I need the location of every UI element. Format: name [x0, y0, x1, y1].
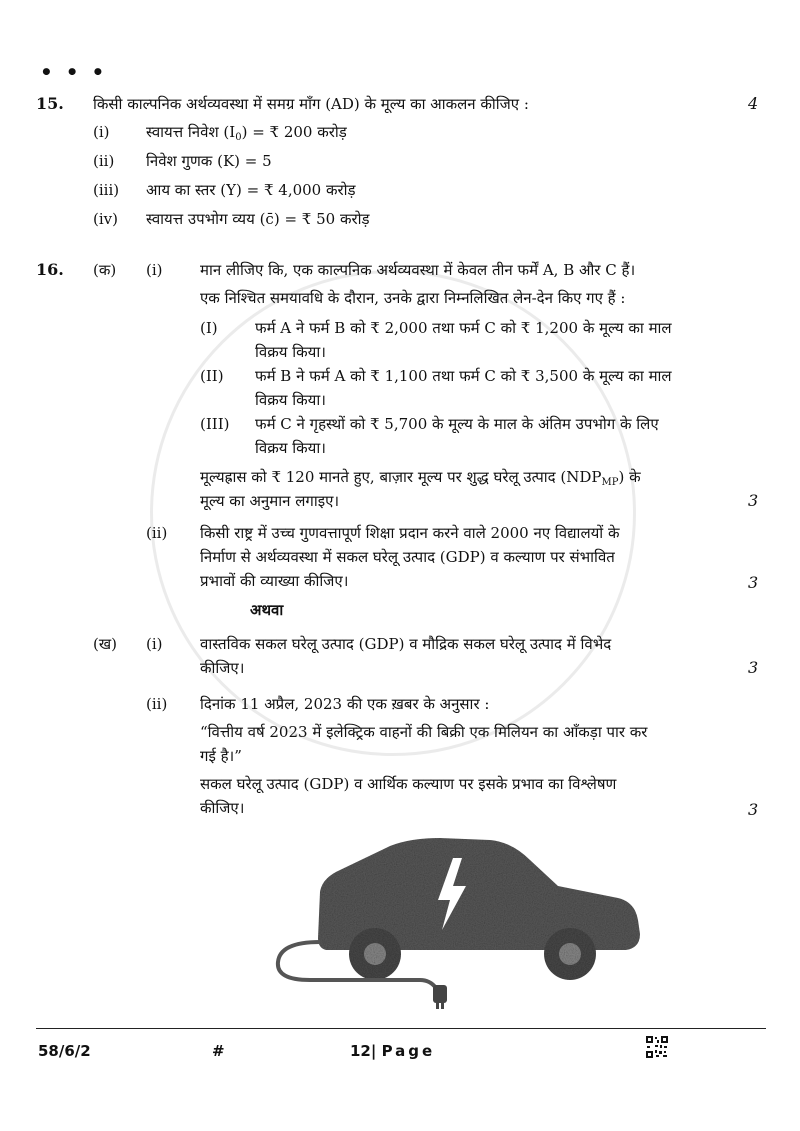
- q15-item-1-label: (i): [93, 123, 110, 141]
- q15-item-3-text: आय का स्तर (Y) = ₹ 4,000 करोड़: [146, 181, 356, 199]
- question-16-number: 16.: [36, 260, 64, 279]
- part-b-i-line-1: वास्तविक सकल घरेलू उत्पाद (GDP) व मौद्रिक सकल घरेलू उत्पाद में विभेद: [200, 635, 612, 653]
- transaction-2-line-2: विक्रय किया।: [255, 391, 326, 409]
- q15-item-1-text: स्वायत्त निवेश $(I_0)$ = ₹ 200 करोड़: [146, 123, 347, 143]
- part-a-ii-label: (ii): [146, 524, 168, 542]
- part-b-i-marks: 3: [748, 658, 759, 677]
- transaction-2-line-1: फर्म B ने फर्म A को ₹ 1,100 तथा फर्म C को ₹ 3,500 के मूल्य का माल: [255, 367, 672, 385]
- transaction-2-label: (II): [200, 367, 224, 385]
- q15-item-4-label: (iv): [93, 210, 118, 228]
- part-b-ii-question-line-1: सकल घरेलू उत्पाद (GDP) व आर्थिक कल्याण पर इसके प्रभाव का विश्लेषण: [200, 775, 617, 793]
- part-a-i-intro-line-2: एक निश्चित समयावधि के दौरान, उनके द्वारा निम्नलिखित लेन-देन किए गए हैं :: [200, 289, 626, 307]
- part-a-i-question-line-2: मूल्य का अनुमान लगाइए।: [200, 492, 340, 510]
- q15-item-3-label: (iii): [93, 181, 120, 199]
- part-b-ii-question-line-2: कीजिए।: [200, 799, 245, 817]
- transaction-3-line-1: फर्म C ने गृहस्थों को ₹ 5,700 के मूल्य के माल के अंतिम उपभोग के लिए: [255, 415, 659, 433]
- part-b-ii-quote-line-2: गई है।”: [200, 747, 242, 765]
- paper-code: 58/6/2: [38, 1042, 91, 1060]
- page-number-value: 12|: [350, 1042, 377, 1060]
- question-15-number: 15.: [36, 94, 64, 113]
- part-b-ii-quote-line-1: “वित्तीय वर्ष 2023 में इलेक्ट्रिक वाहनों की बिक्री एक मिलियन का आँकड़ा पार कर: [200, 723, 648, 741]
- continuation-dots: • • •: [40, 60, 108, 84]
- part-a-ii-line-1: किसी राष्ट्र में उच्च गुणवत्तापूर्ण शिक्षा प्रदान करने वाले 2000 नए विद्यालयों के: [200, 524, 620, 542]
- part-a-i-intro-line-1: मान लीजिए कि, एक काल्पनिक अर्थव्यवस्था में केवल तीन फर्में A, B और C हैं।: [200, 261, 636, 279]
- q15-item-2-label: (ii): [93, 152, 115, 170]
- transaction-1-line-2: विक्रय किया।: [255, 343, 326, 361]
- page-number: [350, 1042, 435, 1060]
- part-a-ii-line-3: प्रभावों की व्याख्या कीजिए।: [200, 572, 349, 590]
- part-b-ii-line-1: दिनांक 11 अप्रैल, 2023 की एक ख़बर के अनुसार :: [200, 695, 490, 713]
- footer-divider: [36, 1028, 766, 1029]
- watermark-circle: [150, 270, 636, 756]
- question-15-text: किसी काल्पनिक अर्थव्यवस्था में समग्र माँग (AD) के मूल्य का आकलन कीजिए :: [93, 95, 529, 113]
- part-b-ii-label: (ii): [146, 695, 168, 713]
- part-b-ii-marks: 3: [748, 800, 759, 819]
- question-15-marks: 4: [748, 94, 759, 113]
- footer-hash: #: [212, 1042, 225, 1060]
- part-a-i-label: (i): [146, 261, 163, 279]
- electric-car-illustration: [240, 830, 650, 1010]
- part-a-ii-marks: 3: [748, 573, 759, 592]
- part-a-i-question-line-1: मूल्यह्रास को ₹ 120 मानते हुए, बाज़ार मूल्य पर शुद्ध घरेलू उत्पाद $(NDP_{MP})$ के: [200, 468, 641, 488]
- q15-item-2-text: निवेश गुणक (K) = 5: [146, 152, 272, 170]
- page-word: Page: [381, 1042, 436, 1060]
- part-a-label: (क): [93, 261, 117, 279]
- transaction-1-line-1: फर्म A ने फर्म B को ₹ 2,000 तथा फर्म C को ₹ 1,200 के मूल्य का माल: [255, 319, 672, 337]
- transaction-3-line-2: विक्रय किया।: [255, 439, 326, 457]
- qr-code-icon: [646, 1036, 668, 1058]
- part-b-label: (ख): [93, 635, 117, 653]
- part-a-i-marks: 3: [748, 491, 759, 510]
- part-b-i-label: (i): [146, 635, 163, 653]
- part-a-ii-line-2: निर्माण से अर्थव्यवस्था में सकल घरेलू उत्पाद (GDP) व कल्याण पर संभावित: [200, 548, 615, 566]
- transaction-1-label: (I): [200, 319, 218, 337]
- q15-item-4-text: स्वायत्त उपभोग व्यय (c̄) = ₹ 50 करोड़: [146, 210, 370, 228]
- part-b-i-line-2: कीजिए।: [200, 659, 245, 677]
- or-separator: अथवा: [250, 601, 284, 619]
- transaction-3-label: (III): [200, 415, 230, 433]
